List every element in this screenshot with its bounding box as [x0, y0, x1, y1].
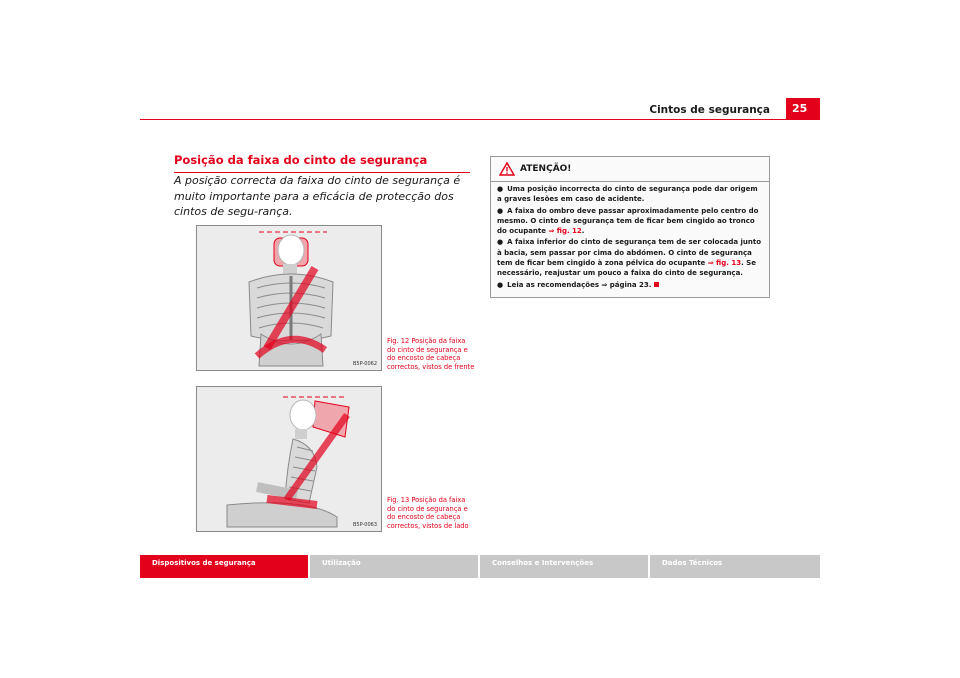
end-of-section-marker [654, 282, 659, 287]
section-title: Posição da faixa do cinto de segurança [174, 153, 470, 173]
seatbelt-front-illustration [197, 226, 382, 371]
page-number: 25 [786, 98, 820, 119]
warning-item [497, 184, 764, 205]
warning-text: A faixa inferior do cinto de segurança tem de ser colocada junto à bacia, sem passar por cima do abdómen. O cinto de segurança tem de ficar bem cingido à zona pélvica do ocupante [497, 238, 762, 268]
warning-text: . Se necessário, reajustar um pouco a faixa do cinto de segurança. [497, 259, 756, 278]
figure-12-front-view [196, 225, 382, 371]
bullet: ● [497, 280, 504, 289]
figure-12-caption: Fig. 12 Posição da faixa do cinto de segurança e do encosto de cabeça correctos, vistos de frente [387, 337, 475, 371]
warning-text: Leia as recomendações ⇒ página 23. [507, 280, 652, 289]
footer-tab-use[interactable]: Utilização [310, 555, 478, 578]
warning-item [497, 237, 764, 278]
bullet: ● [497, 206, 504, 215]
page-header-title: Cintos de segurança [649, 104, 770, 116]
footer-tab-safety-devices[interactable]: Dispositivos de segurança [140, 555, 308, 578]
warning-header [491, 157, 769, 182]
bullet: ● [497, 185, 504, 193]
figure-13-side-view [196, 386, 382, 532]
section-intro: A posição correcta da faixa do cinto de segurança é muito importante para a eficácia de protecção dos cintos de segu-rança. [174, 174, 461, 218]
figure-code: B5P-0063 [352, 522, 377, 528]
footer-tab-technical-data[interactable]: Dados Técnicos [650, 555, 820, 578]
footer-tab-advice[interactable]: Conselhos e Intervenções [480, 555, 648, 578]
warning-item [497, 206, 764, 237]
warning-item [497, 280, 764, 290]
warning-triangle-icon [499, 162, 515, 176]
warning-title: ATENÇÃO! [520, 164, 572, 174]
figure-13-link[interactable]: ⇒ fig. 13 [707, 259, 742, 268]
seatbelt-side-illustration [197, 387, 382, 532]
header-rule [140, 119, 820, 120]
figure-code: B5P-0062 [352, 361, 377, 367]
warning-text: A faixa do ombro deve passar aproximadamente pelo centro do mesmo. O cinto de segurança tem de ficar bem cingido ao tronco do ocupante [497, 206, 759, 236]
warning-text: Uma posição incorrecta do cinto de segurança pode dar origem a graves lesões em caso de acidente. [497, 185, 758, 204]
bullet: ● [497, 238, 504, 247]
figure-13-caption: Fig. 13 Posição da faixa do cinto de segurança e do encosto de cabeça correctos, vistos de lado [387, 496, 469, 530]
figure-12-link[interactable]: ⇒ fig. 12 [548, 227, 582, 236]
warning-text: . [581, 227, 585, 236]
warning-box [490, 156, 770, 298]
